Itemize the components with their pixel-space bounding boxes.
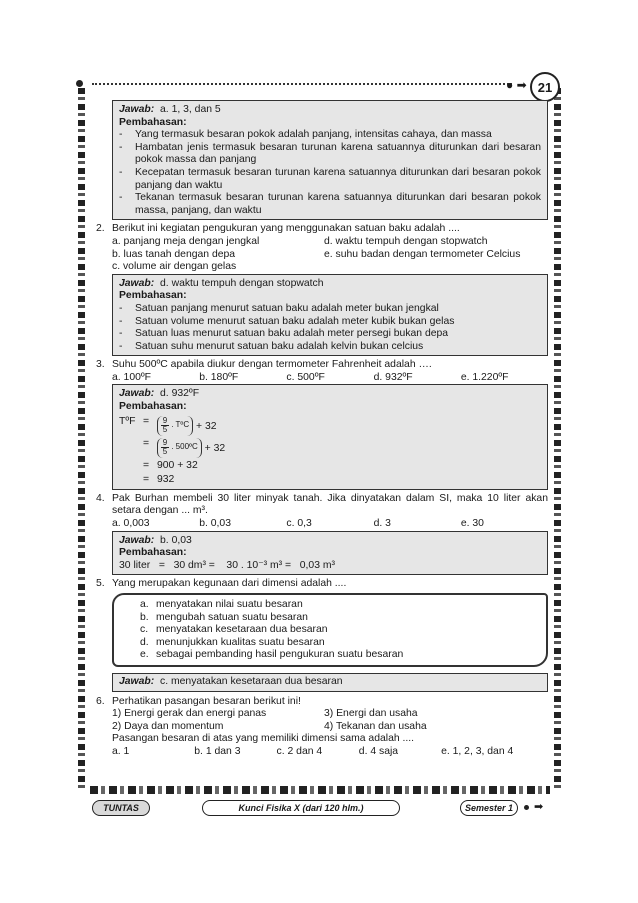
formula-step-4: 932 (157, 474, 175, 486)
corner-dot-icon (76, 80, 83, 87)
pembahasan-label: Pembahasan: (119, 401, 187, 413)
jawab-label: Jawab: (119, 104, 155, 115)
option: c. 500ºF (286, 371, 325, 383)
option: a. 100ºF (112, 371, 152, 383)
footer-series-tag: TUNTAS (92, 800, 150, 816)
pembahasan-label: Pembahasan: (119, 547, 187, 559)
option: c. 0,3 (286, 518, 312, 530)
conversion-work: 30 liter = 30 dm³ = 30 . 10⁻³ m³ = 0,03 m³ (119, 559, 335, 571)
q6-question: Pasangan besaran di atas yang memiliki dimensi sama adalah .... (112, 733, 415, 745)
q1-answer-box (112, 100, 548, 220)
formula-step-3: 900 + 32 (157, 459, 198, 471)
pair-item: 3) Energi dan usaha (324, 708, 418, 720)
q3-answer-box (112, 384, 548, 489)
option: d. 4 saja (358, 745, 399, 757)
option: e. sebagai pembanding hasil pengukuran suatu besaran (140, 649, 404, 661)
option: b. luas tanah dengan depa (112, 248, 236, 260)
q2-options (112, 236, 548, 274)
explanation-point: - Satuan panjang menurut satuan baku adalah meter bukan jengkal (119, 302, 439, 314)
option: a. 1 (112, 745, 130, 757)
answer-text: a. 1, 3, dan 5 (160, 104, 221, 115)
explanation-point: - Satuan suhu menurut satuan baku adalah kelvin bukan celcius (119, 340, 424, 352)
explanation-point: - Kecepatan termasuk besaran turunan karena satuannya diturunkan dari besaran pokok panjang dan waktu (119, 166, 541, 191)
option: e. 1.220ºF (460, 371, 509, 383)
question-5: 5. Yang merupakan kegunaan dari dimensi adalah .... (96, 578, 347, 590)
answer-text: c. menyatakan kesetaraan dua besaran (160, 675, 343, 687)
formula-step-2: $\frac{9}{5}$ . 500ºC + 32 (157, 438, 541, 458)
q3-options (112, 372, 548, 385)
page-footer (92, 800, 552, 816)
jawab-label: Jawab: (119, 534, 155, 546)
option: c. volume air dengan gelas (112, 261, 237, 273)
top-dotted-rule (92, 83, 512, 85)
arrow-right-icon: ● ➡ (506, 78, 527, 92)
explanation-point: - Tekanan termasuk besaran turunan karena satuannya diturunkan dari besaran pokok massa, panjang, dan waktu (119, 192, 541, 216)
q5-options-scroll (112, 593, 548, 667)
q6-options (112, 746, 548, 759)
bottom-decorative-border (90, 786, 550, 794)
footer-semester: Semester 1 (460, 800, 518, 816)
equals-sign: = (143, 437, 150, 449)
q2-answer-box (112, 274, 548, 357)
equals-sign: = (143, 474, 150, 486)
answer-text: b. 0,03 (160, 534, 192, 546)
formula-lhs: TºF (119, 415, 136, 427)
question-6: 6. Perhatikan pasangan besaran berikut ini! (96, 695, 301, 707)
page-number: 21 (530, 72, 560, 102)
q4-options (112, 518, 548, 531)
explanation-point: - Satuan luas menurut satuan baku adalah meter persegi bukan depa (119, 328, 449, 340)
footer-book-title: Kunci Fisika X (dari 120 hlm.) (202, 800, 400, 816)
jawab-label: Jawab: (119, 388, 155, 400)
explanation-point: - Hambatan jenis termasuk besaran turunan karena satuannya diturunkan dari besaran pokok massa dan panjang (119, 141, 541, 166)
question-2: 2. Berikut ini kegiatan pengukuran yang menggunakan satuan baku adalah .... (96, 223, 460, 235)
conversion-formula (119, 416, 541, 487)
q6-pairs (112, 708, 548, 733)
explanation-point: - Satuan volume menurut satuan baku adalah meter kubik bukan gelas (119, 315, 455, 327)
pembahasan-label: Pembahasan: (119, 290, 187, 302)
q5-answer-box (112, 673, 548, 692)
pair-item: 2) Daya dan momentum (112, 720, 224, 732)
footer-dot-icon (524, 805, 529, 810)
footer-arrow-right-icon: ➡ (534, 801, 544, 813)
option: d. waktu tempuh dengan stopwatch (324, 235, 488, 247)
option: b. 180ºF (199, 371, 239, 383)
pembahasan-label: Pembahasan: (119, 116, 187, 128)
jawab-label: Jawab: (119, 675, 155, 687)
left-decorative-border (78, 88, 85, 788)
option: c. menyatakan kesetaraan dua besaran (140, 624, 328, 636)
option: c. 2 dan 4 (276, 745, 323, 757)
pair-item: 1) Energi gerak dan energi panas (112, 708, 267, 720)
option: a. 0,003 (112, 518, 150, 530)
option: a. menyatakan nilai suatu besaran (140, 599, 303, 610)
pair-item: 4) Tekanan dan usaha (324, 720, 427, 732)
formula-step-1: $\frac{9}{5}$ . TºC + 32 (157, 416, 541, 436)
equals-sign: = (143, 415, 150, 427)
option: e. 30 (460, 518, 484, 530)
explanation-point: - Yang termasuk besaran pokok adalah panjang, intensitas cahaya, dan massa (119, 129, 492, 141)
option: d. 3 (373, 518, 391, 530)
option: b. 0,03 (199, 518, 231, 530)
question-3: 3. Suhu 500ºC apabila diukur dengan termometer Fahrenheit adalah …. (96, 359, 432, 371)
option: d. 932ºF (373, 371, 413, 383)
option: a. panjang meja dengan jengkal (112, 235, 260, 247)
option: b. 1 dan 3 (194, 745, 241, 757)
equals-sign: = (143, 459, 150, 471)
question-4: 4. Pak Burhan membeli 30 liter minyak tanah. Jika dinyatakan dalam SI, maka 10 liter akan setara dengan ... m³. (96, 492, 548, 517)
answer-text: d. 932ºF (160, 388, 200, 400)
option: e. suhu badan dengan termometer Celcius (324, 248, 521, 260)
right-decorative-border (554, 88, 561, 788)
option: d. menunjukkan kualitas suatu besaran (140, 636, 325, 648)
answer-text: d. waktu tempuh dengan stopwatch (160, 277, 324, 289)
page-content (96, 100, 548, 759)
q4-answer-box (112, 531, 548, 576)
option: e. 1, 2, 3, dan 4 (441, 745, 514, 757)
jawab-label: Jawab: (119, 277, 155, 289)
option: b. mengubah satuan suatu besaran (140, 611, 308, 623)
